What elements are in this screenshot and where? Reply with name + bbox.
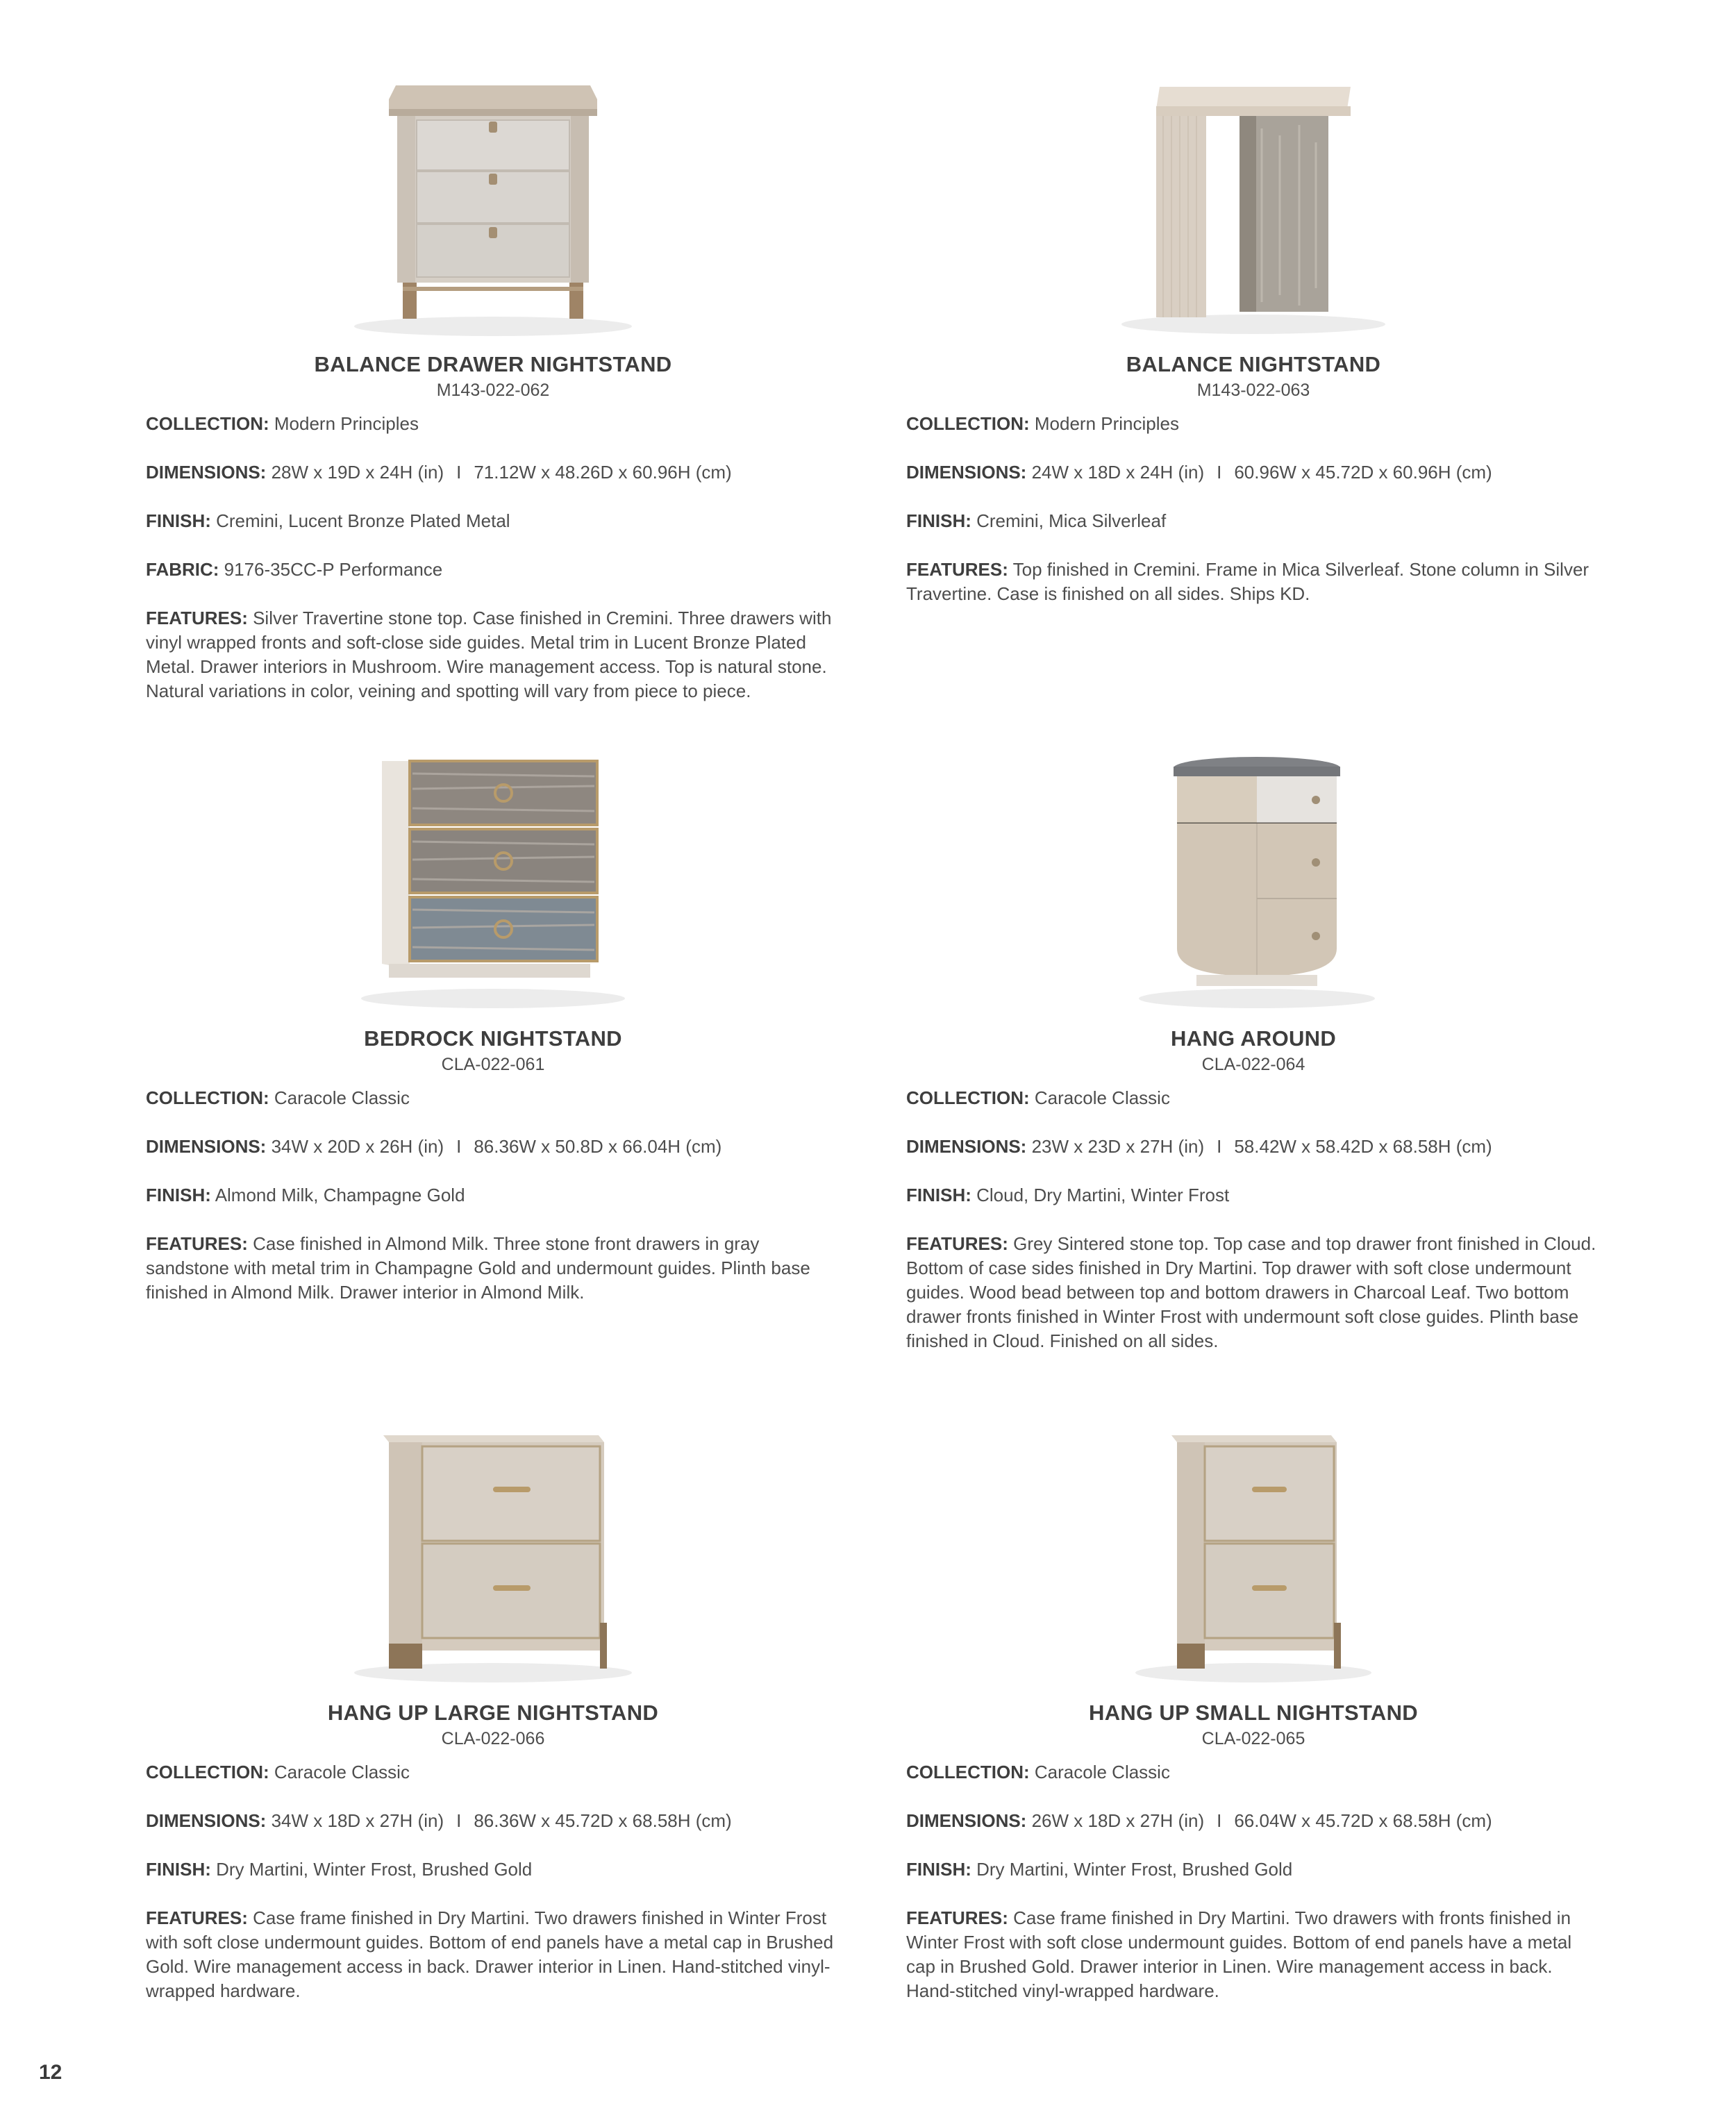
product-card — [906, 1699, 1601, 2003]
dimensions-row — [906, 1135, 1601, 1159]
balance-nightstand-photo — [906, 66, 1601, 337]
dimension-separator: I — [456, 1136, 462, 1157]
dimensions-label: DIMENSIONS: — [146, 1136, 267, 1157]
finish-row — [906, 509, 1601, 533]
collection-row — [146, 412, 840, 436]
features-value: Silver Travertine stone top. Case finished in Cremini. Three drawers with vinyl wrapped fronts and soft-close side guides. Metal trim in Lucent Bronze Plated Metal. Drawer interiors in Mushroom. Wire management access. Top is natural stone. Natural variations in color, veining and spotting will vary from piece to piece. — [146, 608, 832, 701]
features-label: FEATURES: — [906, 1233, 1008, 1254]
product-sku: M143-022-063 — [1196, 381, 1310, 400]
finish-row — [906, 1183, 1601, 1208]
dimensions-label: DIMENSIONS: — [146, 1810, 267, 1831]
collection-value: Modern Principles — [1034, 413, 1179, 434]
product-card — [146, 351, 840, 703]
product-title: HANG UP SMALL NIGHTSTAND — [1089, 1701, 1418, 1725]
features-value: Case finished in Almond Milk. Three stone front drawers in gray sandstone with metal trim in Champagne Gold and undermount guides. Plinth base finished in Almond Milk. Drawer interior in Almond Milk. — [146, 1233, 810, 1303]
dimension-separator: I — [456, 462, 462, 483]
collection-value: Caracole Classic — [274, 1762, 410, 1782]
collection-value: Caracole Classic — [1034, 1087, 1170, 1108]
dimensions-cm: 86.36W x 45.72D x 68.58H (cm) — [474, 1810, 732, 1831]
features-value: Grey Sintered stone top. Top case and top drawer front finished in Cloud. Bottom of case sides finished in Dry Martini. Top drawer with soft close undermount guides. Wood bead between top and bottom drawers in Charcoal Leaf. Two bottom drawer fronts finished in Winter Frost with undermount soft close guides. Plinth base finished in Cloud. Finished on all sides. — [906, 1233, 1596, 1351]
dimensions-row — [906, 460, 1601, 485]
finish-row — [146, 509, 840, 533]
finish-value: Cloud, Dry Martini, Winter Frost — [976, 1185, 1230, 1205]
finish-label: FINISH: — [906, 1185, 971, 1205]
features-label: FEATURES: — [906, 1907, 1008, 1928]
features-value: Top finished in Cremini. Frame in Mica Silverleaf. Stone column in Silver Travertine. Case is finished on all sides. Ships KD. — [906, 559, 1589, 604]
dimension-separator: I — [1217, 1136, 1222, 1157]
dimensions-in: 34W x 18D x 27H (in) — [271, 1810, 444, 1831]
dimensions-cm: 58.42W x 58.42D x 68.58H (cm) — [1234, 1136, 1492, 1157]
collection-label: COLLECTION: — [146, 1762, 269, 1782]
balance-drawer-nightstand-photo — [146, 66, 840, 337]
dimensions-row — [146, 1809, 840, 1833]
collection-label: COLLECTION: — [146, 1087, 269, 1108]
dimensions-in: 28W x 19D x 24H (in) — [271, 462, 444, 483]
dimensions-label: DIMENSIONS: — [906, 462, 1027, 483]
finish-row — [146, 1183, 840, 1208]
collection-row — [146, 1086, 840, 1110]
fabric-label: FABRIC: — [146, 559, 219, 580]
features-row — [146, 1906, 840, 2003]
collection-value: Caracole Classic — [1034, 1762, 1170, 1782]
dimensions-cm: 60.96W x 45.72D x 60.96H (cm) — [1234, 462, 1492, 483]
features-row — [906, 1906, 1601, 2003]
fabric-value: 9176-35CC-P Performance — [224, 559, 443, 580]
dimensions-row — [146, 1135, 840, 1159]
product-card — [906, 351, 1601, 606]
finish-value: Cremini, Lucent Bronze Plated Metal — [216, 510, 510, 531]
product-card — [146, 1025, 840, 1305]
dimensions-label: DIMENSIONS: — [906, 1810, 1027, 1831]
product-sku: CLA-022-066 — [441, 1729, 545, 1748]
page-number: 12 — [39, 2061, 62, 2084]
product-title: HANG UP LARGE NIGHTSTAND — [327, 1701, 659, 1725]
dimension-separator: I — [1217, 1810, 1222, 1831]
product-sku: CLA-022-061 — [441, 1055, 545, 1074]
finish-row — [146, 1857, 840, 1882]
features-row — [146, 606, 840, 703]
features-value: Case frame finished in Dry Martini. Two drawers finished in Winter Frost with soft close undermount guides. Bottom of end panels have a metal cap in Brushed Gold. Wire management access in back. Drawer interior in Linen. Hand-stitched vinyl-wrapped hardware. — [146, 1907, 834, 2001]
collection-label: COLLECTION: — [906, 1087, 1030, 1108]
product-card — [906, 1025, 1601, 1353]
features-row — [906, 1232, 1601, 1353]
finish-label: FINISH: — [146, 1859, 211, 1880]
product-title: BALANCE NIGHTSTAND — [1126, 352, 1381, 376]
product-title: BALANCE DRAWER NIGHTSTAND — [314, 352, 672, 376]
features-row — [906, 558, 1601, 606]
hang-up-small-nightstand-photo — [906, 1414, 1601, 1685]
finish-label: FINISH: — [146, 510, 211, 531]
features-label: FEATURES: — [146, 1907, 248, 1928]
dimensions-label: DIMENSIONS: — [906, 1136, 1027, 1157]
collection-row — [906, 412, 1601, 436]
collection-value: Modern Principles — [274, 413, 419, 434]
hang-up-large-nightstand-photo — [146, 1414, 840, 1685]
product-sku: CLA-022-065 — [1201, 1729, 1305, 1748]
finish-value: Dry Martini, Winter Frost, Brushed Gold — [216, 1859, 533, 1880]
product-card — [146, 1699, 840, 2003]
hang-around-photo — [906, 740, 1601, 1011]
features-label: FEATURES: — [146, 1233, 248, 1254]
finish-value: Dry Martini, Winter Frost, Brushed Gold — [976, 1859, 1293, 1880]
finish-value: Cremini, Mica Silverleaf — [976, 510, 1167, 531]
dimensions-in: 26W x 18D x 27H (in) — [1031, 1810, 1205, 1831]
collection-label: COLLECTION: — [906, 413, 1030, 434]
bedrock-nightstand-photo — [146, 740, 840, 1011]
dimensions-in: 34W x 20D x 26H (in) — [271, 1136, 444, 1157]
collection-value: Caracole Classic — [274, 1087, 410, 1108]
product-title: HANG AROUND — [1170, 1026, 1337, 1051]
finish-label: FINISH: — [906, 510, 971, 531]
collection-row — [906, 1086, 1601, 1110]
finish-row — [906, 1857, 1601, 1882]
dimensions-in: 23W x 23D x 27H (in) — [1031, 1136, 1205, 1157]
features-value: Case frame finished in Dry Martini. Two drawers with fronts finished in Winter Frost with soft close undermount guides. Bottom of end panels have a metal cap in Brushed Gold. Drawer interior in Linen. Wire management access in back. Hand-stitched vinyl-wrapped hardware. — [906, 1907, 1572, 2001]
collection-label: COLLECTION: — [906, 1762, 1030, 1782]
collection-label: COLLECTION: — [146, 413, 269, 434]
features-label: FEATURES: — [146, 608, 248, 628]
dimensions-row — [906, 1809, 1601, 1833]
collection-row — [906, 1760, 1601, 1785]
dimension-separator: I — [1217, 462, 1222, 483]
finish-value: Almond Milk, Champagne Gold — [215, 1185, 465, 1205]
dimension-separator: I — [456, 1810, 462, 1831]
product-sku: M143-022-062 — [436, 381, 550, 400]
dimensions-row — [146, 460, 840, 485]
finish-label: FINISH: — [146, 1185, 211, 1205]
product-title: BEDROCK NIGHTSTAND — [364, 1026, 622, 1051]
product-sku: CLA-022-064 — [1201, 1055, 1305, 1074]
fabric-row — [146, 558, 840, 582]
dimensions-in: 24W x 18D x 24H (in) — [1031, 462, 1205, 483]
dimensions-cm: 66.04W x 45.72D x 68.58H (cm) — [1234, 1810, 1492, 1831]
dimensions-cm: 71.12W x 48.26D x 60.96H (cm) — [474, 462, 732, 483]
collection-row — [146, 1760, 840, 1785]
finish-label: FINISH: — [906, 1859, 971, 1880]
dimensions-cm: 86.36W x 50.8D x 66.04H (cm) — [474, 1136, 722, 1157]
features-label: FEATURES: — [906, 559, 1008, 580]
features-row — [146, 1232, 840, 1305]
dimensions-label: DIMENSIONS: — [146, 462, 267, 483]
